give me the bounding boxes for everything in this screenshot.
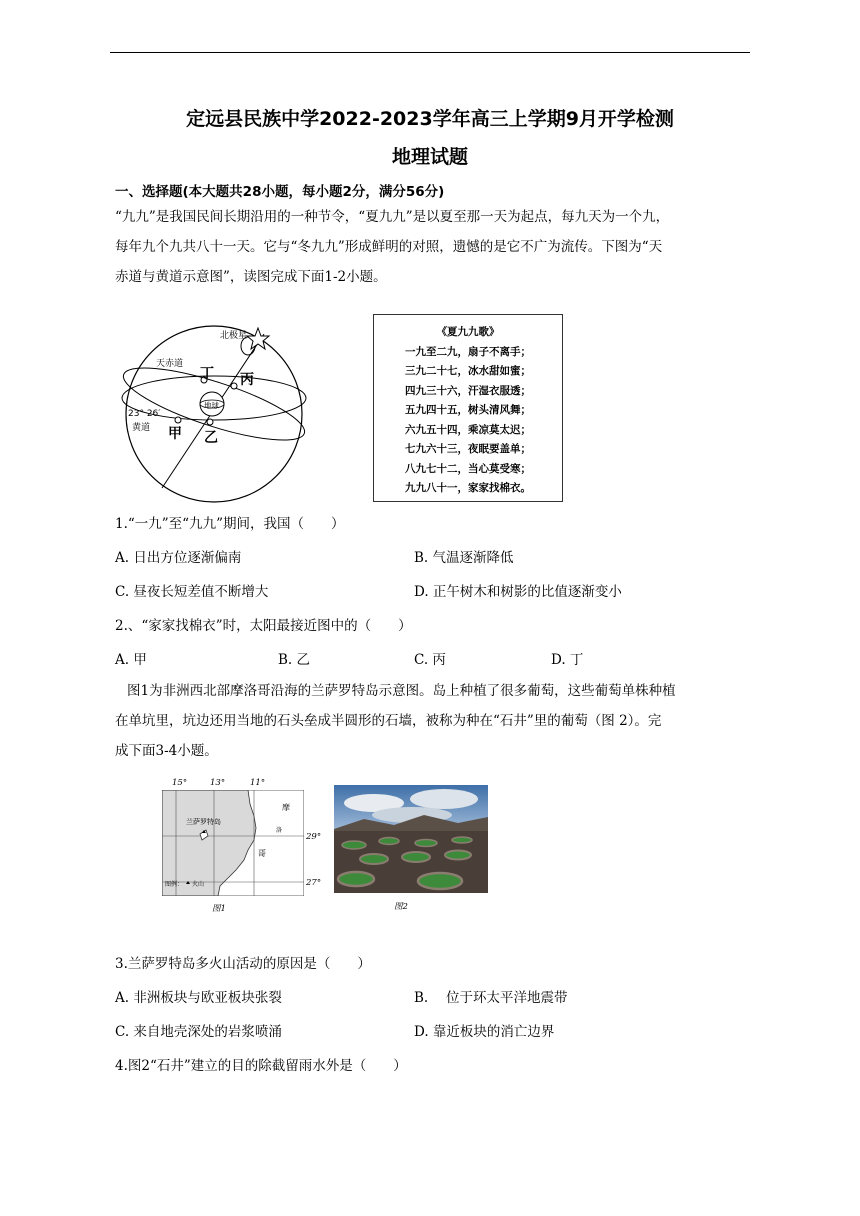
intro2-line3: 成下面3-4小题。 bbox=[115, 743, 218, 759]
q3-option-c[interactable]: C. 来自地壳深处的岩浆喷涌 bbox=[115, 1024, 282, 1040]
intro1-line3: 赤道与黄道示意图”，读图完成下面1-2小题。 bbox=[115, 269, 387, 285]
celestial-diagram bbox=[118, 318, 310, 506]
intro2-line2: 在单坑里，坑边还用当地的石头垒成半圆形的石墙，被称为种在“石井”里的葡萄（图 2）。完 bbox=[115, 713, 662, 729]
map-caption: 图1 bbox=[212, 904, 226, 914]
q1-option-b[interactable]: B. 气温逐渐降低 bbox=[414, 550, 514, 566]
poem-box bbox=[373, 314, 563, 502]
q2-option-b[interactable]: B. 乙 bbox=[278, 652, 311, 668]
poem-title: 《夏九九歌》 bbox=[436, 326, 500, 338]
intro-paragraph-2 bbox=[115, 676, 750, 766]
lanzarote-map bbox=[162, 790, 304, 896]
label-mo: 摩 bbox=[282, 803, 290, 812]
question-2-stem: 2.、“家家找棉衣”时，太阳最接近图中的（ ） bbox=[115, 618, 412, 634]
label-polaris: 北极星 bbox=[220, 331, 248, 341]
poem-line: 四九三十六，汗湿衣服透； bbox=[405, 384, 531, 397]
question-3-stem: 3.兰萨罗特岛多火山活动的原因是（ ） bbox=[115, 956, 371, 972]
q3-option-b[interactable]: B. 位于环太平洋地震带 bbox=[414, 990, 568, 1006]
q1-option-d[interactable]: D. 正午树木和树影的比值逐渐变小 bbox=[414, 584, 622, 600]
intro1-line1: “九九”是我国民间长期沿用的一种节令，“夏九九”是以夏至那一天为起点，每九天为一个九， bbox=[115, 209, 670, 225]
intro1-line2: 每年九个九共八十一天。它与“冬九九”形成鲜明的对照，遗憾的是它不广为流传。下图为“天 bbox=[115, 239, 663, 255]
map-lon-15: 15° bbox=[172, 778, 188, 788]
map-lat-27: 27° bbox=[306, 878, 322, 888]
poem-line: 七九六十三，夜眠要盖单； bbox=[405, 443, 531, 455]
q2-option-d[interactable]: D. 丁 bbox=[551, 652, 584, 668]
exam-subtitle: 地理试题 bbox=[391, 146, 468, 168]
point-jia: 甲 bbox=[168, 426, 182, 442]
poem-line: 九九八十一，家家找棉衣。 bbox=[405, 482, 531, 494]
label-celestial-equator: 天赤道 bbox=[156, 359, 184, 369]
label-luo: 洛 bbox=[276, 827, 283, 834]
q2-option-c[interactable]: C. 丙 bbox=[414, 652, 446, 668]
polaris-star-icon bbox=[247, 328, 269, 349]
header-rule bbox=[110, 52, 750, 53]
map-legend: 图例： bbox=[165, 881, 184, 888]
question-1-stem: 1.“一九”至“九九”期间，我国（ ） bbox=[115, 516, 345, 532]
question-4-stem: 4.图2“石井”建立的目的除截留雨水外是（ ） bbox=[115, 1058, 407, 1074]
poem-line: 五九四十五，树头清风舞； bbox=[405, 404, 531, 416]
section-heading: 一、选择题(本大题共28小题，每小题2分，满分56分) bbox=[115, 184, 445, 200]
poem-line: 八九七十二，当心莫受寒； bbox=[405, 462, 531, 475]
point-yi: 乙 bbox=[204, 430, 218, 446]
map-lat-29: 29° bbox=[306, 832, 322, 842]
intro2-line1: 图1为非洲西北部摩洛哥沿海的兰萨罗特岛示意图。岛上种植了很多葡萄，这些葡萄单株种植 bbox=[127, 683, 676, 699]
label-island: 兰萨罗特岛 bbox=[186, 818, 221, 826]
map-lon-11: 11° bbox=[250, 778, 266, 788]
q3-option-d[interactable]: D. 靠近板块的消亡边界 bbox=[414, 1024, 555, 1040]
poem-line: 六九五十四，乘凉莫太迟； bbox=[405, 423, 531, 436]
q2-option-a[interactable]: A. 甲 bbox=[115, 652, 147, 668]
map-lon-13: 13° bbox=[210, 778, 226, 788]
label-earth: 地球 bbox=[204, 401, 219, 410]
q1-option-a[interactable]: A. 日出方位逐渐偏南 bbox=[115, 550, 242, 566]
poem-line: 一九至二九，扇子不离手； bbox=[405, 345, 531, 358]
q3-option-a[interactable]: A. 非洲板块与欧亚板块张裂 bbox=[115, 990, 282, 1006]
exam-title: 定远县民族中学2022-2023学年高三上学期9月开学检测 bbox=[186, 108, 674, 130]
map-legend-item: 火山 bbox=[192, 881, 205, 888]
photo-caption: 图2 bbox=[394, 902, 408, 912]
vineyard-photo bbox=[334, 785, 488, 893]
point-ding: 丁 bbox=[200, 366, 214, 382]
label-obliquity: 23° 26′ bbox=[128, 409, 161, 419]
intro-paragraph-1 bbox=[115, 202, 750, 292]
q1-option-c[interactable]: C. 昼夜长短差值不断增大 bbox=[115, 584, 269, 600]
label-ecliptic: 黄道 bbox=[132, 423, 151, 433]
point-bing: 丙 bbox=[240, 372, 254, 388]
label-ge: 哥 bbox=[258, 849, 266, 858]
poem-line: 三九二十七，冰水甜如蜜； bbox=[405, 365, 531, 377]
